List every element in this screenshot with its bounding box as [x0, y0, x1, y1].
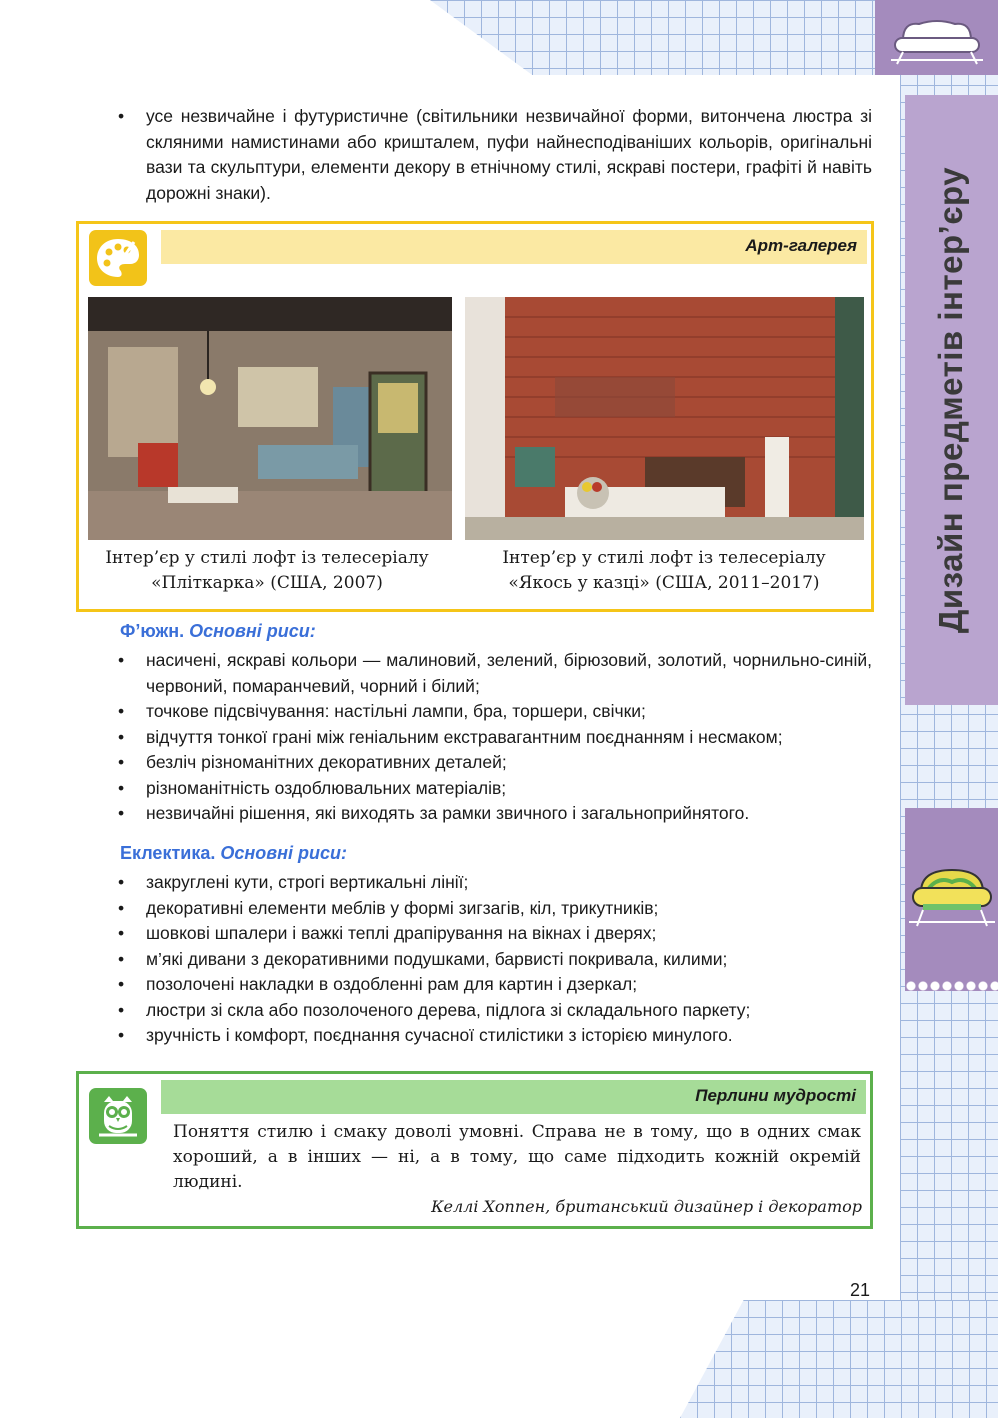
fusion-heading: [120, 621, 316, 642]
page-number: 21: [850, 1280, 871, 1300]
section-subtitle: Основні риси:: [220, 843, 347, 863]
fusion-bullet-list: [118, 648, 872, 827]
side-strip-middle: [905, 808, 998, 991]
list-item: • відчуття тонкої грані між геніальним екстравагантним поєднанням і несмаком;: [118, 725, 872, 751]
wisdom-box: [76, 1071, 873, 1229]
wisdom-label: Перлини мудрості: [695, 1086, 856, 1105]
section-name: Еклектика.: [120, 843, 216, 863]
caption-line: Інтер’єр у стилі лофт із телесеріалу: [502, 548, 826, 568]
list-item: • насичені, яскраві кольори — малиновий, зелений, бірюзовий, золотий, чорнильно-синій, червоний, помаранчевий, чорний і білий;: [118, 648, 872, 699]
list-item: • позолочені накладки в оздобленні рам для картин і дзеркал;: [118, 972, 872, 998]
side-tab-top: [875, 0, 998, 75]
list-item: • незвичайні рішення, які виходять за рамки звичного і загальноприйнятого.: [118, 801, 872, 827]
wisdom-header: [161, 1080, 866, 1114]
list-item: • різноманітність оздоблювальних матеріалів;: [118, 776, 872, 802]
wisdom-quote: Поняття стилю і смаку доволі умовні. Справа не в тому, що в одних смак хороший, а в інших — ні, а в тому, що саме підходить кожній окремій людині.: [173, 1122, 861, 1192]
photo-caption: [479, 546, 849, 596]
grid-decoration-bottom: [680, 1300, 998, 1418]
list-item: • люстри зі скла або позолоченого дерева, підлога зі складального паркету;: [118, 998, 872, 1024]
section-subtitle: Основні риси:: [189, 621, 316, 641]
section-name: Ф’южн.: [120, 621, 185, 641]
list-item: • зручність і комфорт, поєднання сучасної стилістики з історією минулого.: [118, 1023, 872, 1049]
palette-icon: [89, 230, 147, 286]
eclectic-heading: [120, 843, 347, 864]
photo-gossip-girl-loft: [88, 297, 452, 540]
wisdom-author: Келлі Хоппен, британський дизайнер і декоратор: [431, 1197, 862, 1216]
list-item: • точкове підсвічування: настільні лампи, бра, торшери, свічки;: [118, 699, 872, 725]
list-item: • безліч різноманітних декоративних деталей;: [118, 750, 872, 776]
eclectic-bullet-list: [118, 870, 872, 1049]
caption-line: «Пліткарка» (США, 2007): [151, 573, 383, 593]
side-chapter-title: Дизайн предметів інтер’єру: [932, 166, 970, 634]
photo-once-upon-a-time-loft: [465, 297, 864, 540]
list-item: • усе незвичайне і футуристичне (світильники незвичайної форми, витончена люстра зі скляними намистинами або кришталем, пуфи найнесподіваніших кольорів, оригінальні вази та скульптури, елементи декору в етнічному стилі, яскраві постери, графіті й навіть дорожні знаки).: [118, 104, 872, 206]
owl-icon: [89, 1088, 147, 1144]
list-item: • шовкові шпалери і важкі теплі драпірування на вікнах і дверях;: [118, 921, 872, 947]
art-gallery-box: [76, 221, 874, 612]
list-item: • декоративні елементи меблів у формі зигзагів, кіл, трикутників;: [118, 896, 872, 922]
art-gallery-header: [161, 230, 867, 264]
list-item: • закруглені кути, строгі вертикальні лінії;: [118, 870, 872, 896]
scallop-border: [905, 980, 998, 992]
caption-line: «Якось у казці» (США, 2011–2017): [508, 573, 820, 593]
art-gallery-label: Арт-галерея: [745, 236, 857, 255]
intro-bullet-list: [118, 104, 872, 206]
sofa-icon: [889, 14, 985, 66]
list-item: • м’які дивани з декоративними подушками, барвисті покривала, килими;: [118, 947, 872, 973]
caption-line: Інтер’єр у стилі лофт із телесеріалу: [105, 548, 429, 568]
armchair-icon: [909, 860, 995, 932]
photo-caption: [82, 546, 452, 596]
